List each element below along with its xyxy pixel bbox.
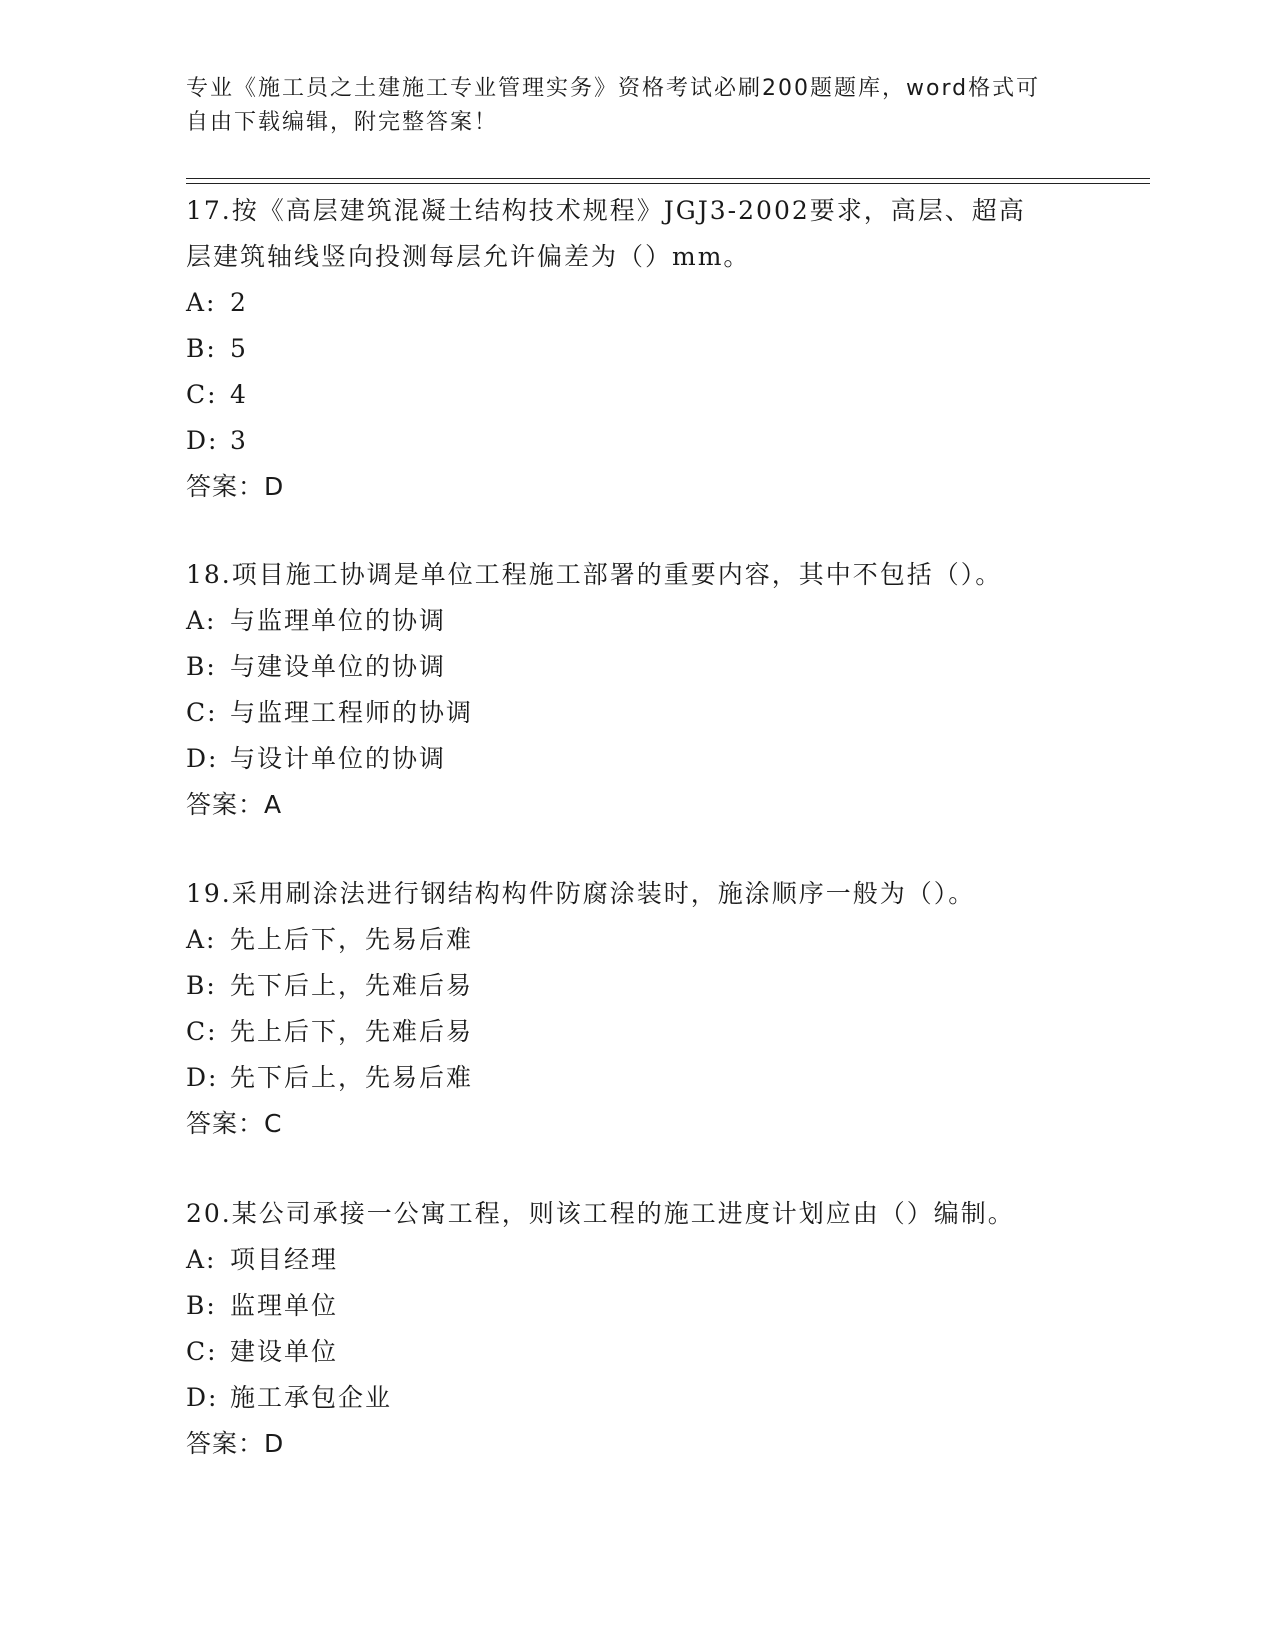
header-line-1: 专业《施工员之土建施工专业管理实务》资格考试必刷200题题库，word格式可 [186,76,1041,101]
option-label: B: [186,971,217,1000]
option-label: D: [186,1063,219,1092]
option-text: 先上后下，先易后难 [230,925,474,954]
option-a [186,1237,1086,1283]
option-text: 建设单位 [230,1337,339,1366]
header-divider-bottom [186,183,1150,184]
option-text: 4 [230,380,248,409]
option-label: C: [186,1337,218,1366]
question-18 [186,552,1086,828]
option-c [186,372,1086,418]
option-label: A: [186,925,217,954]
question-stem [186,552,1086,598]
option-label: C: [186,1017,218,1046]
option-b [186,1283,1086,1329]
option-text: 与监理工程师的协调 [230,698,474,727]
answer-line: 答案：D [186,472,285,501]
option-label: A: [186,288,217,317]
option-text: 先上后下，先难后易 [230,1017,474,1046]
question-stem-line: 18.项目施工协调是单位工程施工部署的重要内容，其中不包括（）。 [186,560,1003,589]
option-a [186,598,1086,644]
option-label: B: [186,1291,217,1320]
option-b [186,326,1086,372]
option-c [186,1329,1086,1375]
option-d [186,418,1086,464]
option-text: 项目经理 [230,1245,339,1274]
option-text: 施工承包企业 [230,1383,393,1412]
option-text: 与监理单位的协调 [230,606,447,635]
question-stem-line: 19.采用刷涂法进行钢结构构件防腐涂装时，施涂顺序一般为（）。 [186,879,976,908]
option-text: 3 [230,426,248,455]
option-b [186,963,1086,1009]
answer-line: 答案：A [186,790,283,819]
question-19 [186,871,1086,1147]
option-label: C: [186,698,218,727]
question-stem-line: 17.按《高层建筑混凝土结构技术规程》JGJ3-2002要求，高层、超高 [186,196,1026,225]
option-label: A: [186,606,217,635]
question-stem [186,1191,1086,1237]
question-20 [186,1191,1086,1467]
answer-line: 答案：C [186,1109,283,1138]
option-label: D: [186,1383,219,1412]
option-label: B: [186,652,217,681]
option-a [186,280,1086,326]
option-text: 监理单位 [230,1291,339,1320]
option-text: 与建设单位的协调 [230,652,447,681]
question-stem-line: 20.某公司承接一公寓工程，则该工程的施工进度计划应由（）编制。 [186,1199,1015,1228]
option-label: C: [186,380,218,409]
option-text: 5 [230,334,248,363]
question-stem [186,871,1086,917]
option-label: D: [186,744,219,773]
option-label: B: [186,334,217,363]
option-c [186,1009,1086,1055]
option-d [186,1375,1086,1421]
option-a [186,917,1086,963]
question-17 [186,188,1086,510]
option-text: 先下后上，先难后易 [230,971,474,1000]
header-line-2: 自由下载编辑，附完整答案！ [186,110,499,135]
option-text: 2 [230,288,248,317]
option-d [186,736,1086,782]
option-text: 先下后上，先易后难 [230,1063,474,1092]
option-c [186,690,1086,736]
question-stem-line: 层建筑轴线竖向投测每层允许偏差为（）mm。 [186,242,751,271]
option-text: 与设计单位的协调 [230,744,447,773]
answer-line: 答案：D [186,1429,285,1458]
option-label: D: [186,426,219,455]
question-stem [186,188,1086,280]
option-d [186,1055,1086,1101]
header-divider-top [186,178,1150,179]
option-label: A: [186,1245,217,1274]
option-b [186,644,1086,690]
document-header [186,72,1066,140]
